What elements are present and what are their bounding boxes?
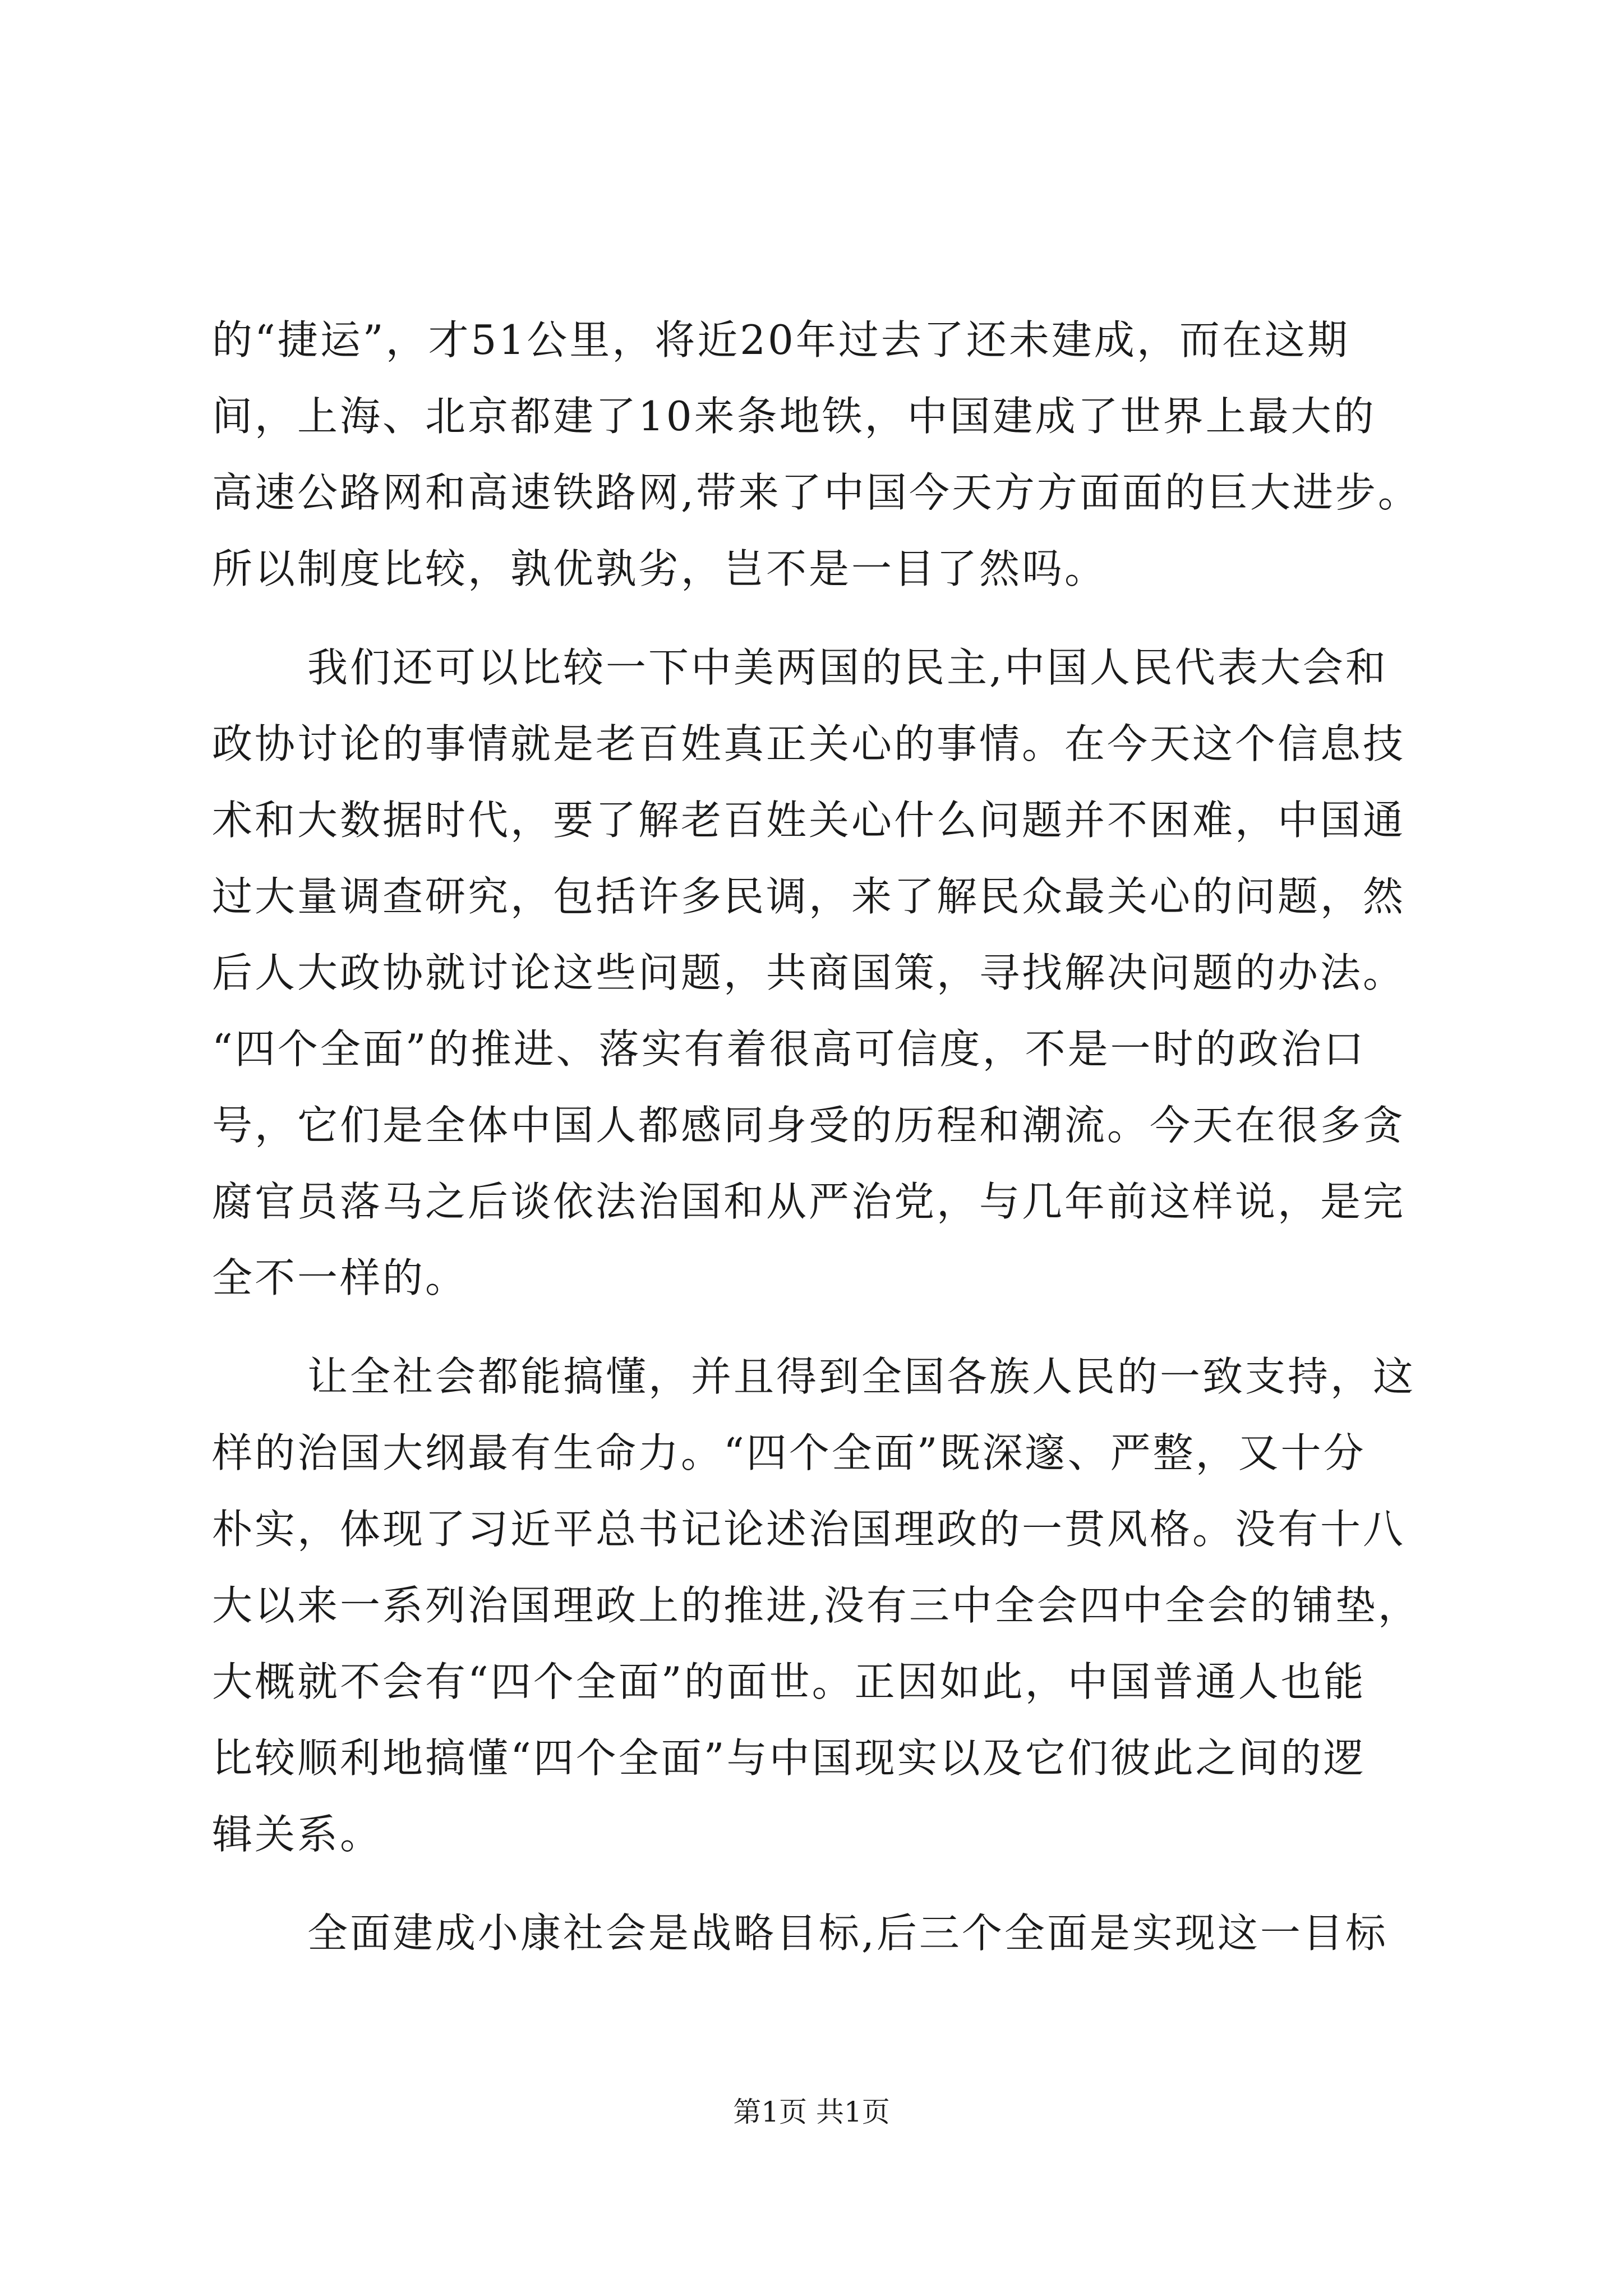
document-body (212, 302, 1474, 1971)
text-line: 号，它们是全体中国人都感同身受的历程和潮流。今天在很多贪 (212, 1102, 1406, 1149)
text-line: 过大量调查研究，包括许多民调，来了解民众最关心的问题，然 (212, 873, 1406, 920)
text-line: “四个全面”的推进、落实有着很高可信度，不是一时的政治口 (212, 1025, 1366, 1073)
text-line: 大概就不会有“四个全面”的面世。正因如此，中国普通人也能 (212, 1658, 1366, 1705)
text-line: 全面建成小康社会是战略目标,后三个全面是实现这一目标 (307, 1910, 1388, 1957)
text-line: 所以制度比较，孰优孰劣，岂不是一目了然吗。 (212, 545, 1108, 592)
text-line: 朴实，体现了习近平总书记论述治国理政的一贯风格。没有十八 (212, 1506, 1406, 1553)
text-line: 让全社会都能搞懂，并且得到全国各族人民的一致支持，这 (307, 1353, 1416, 1400)
paragraph (212, 1895, 1474, 1971)
text-line: 全不一样的。 (212, 1254, 468, 1301)
paragraph (212, 1338, 1474, 1872)
page-footer (0, 2092, 1623, 2132)
text-line: 高速公路网和高速铁路网,带来了中国今天方方面面的巨大进步。 (212, 469, 1421, 516)
text-line: 比较顺利地搞懂“四个全面”与中国现实以及它们彼此之间的逻 (212, 1734, 1366, 1782)
text-line: 间，上海、北京都建了10来条地铁，中国建成了世界上最大的 (212, 393, 1376, 440)
text-line: 术和大数据时代，要了解老百姓关心什么问题并不困难，中国通 (212, 797, 1406, 844)
paragraph-spacer (212, 607, 1474, 629)
page-number-label: 第1页 共1页 (733, 2096, 890, 2128)
text-line: 后人大政协就讨论这些问题，共商国策，寻找解决问题的办法。 (212, 949, 1406, 996)
text-line: 我们还可以比较一下中美两国的民主,中国人民代表大会和 (307, 644, 1388, 691)
paragraph-spacer (212, 1316, 1474, 1338)
text-line: 大以来一系列治国理政上的推进,没有三中全会四中全会的铺垫， (212, 1582, 1421, 1629)
paragraph (212, 629, 1474, 1316)
text-line: 政协讨论的事情就是老百姓真正关心的事情。在今天这个信息技 (212, 720, 1406, 767)
text-line: 的“捷运”，才51公里，将近20年过去了还未建成，而在这期 (212, 316, 1350, 364)
text-line: 腐官员落马之后谈依法治国和从严治党，与几年前这样说，是完 (212, 1178, 1406, 1225)
text-line: 样的治国大纲最有生命力。“四个全面”既深邃、严整，又十分 (212, 1429, 1366, 1476)
text-line: 辑关系。 (212, 1811, 383, 1858)
paragraph-spacer (212, 1872, 1474, 1895)
paragraph (212, 302, 1474, 607)
